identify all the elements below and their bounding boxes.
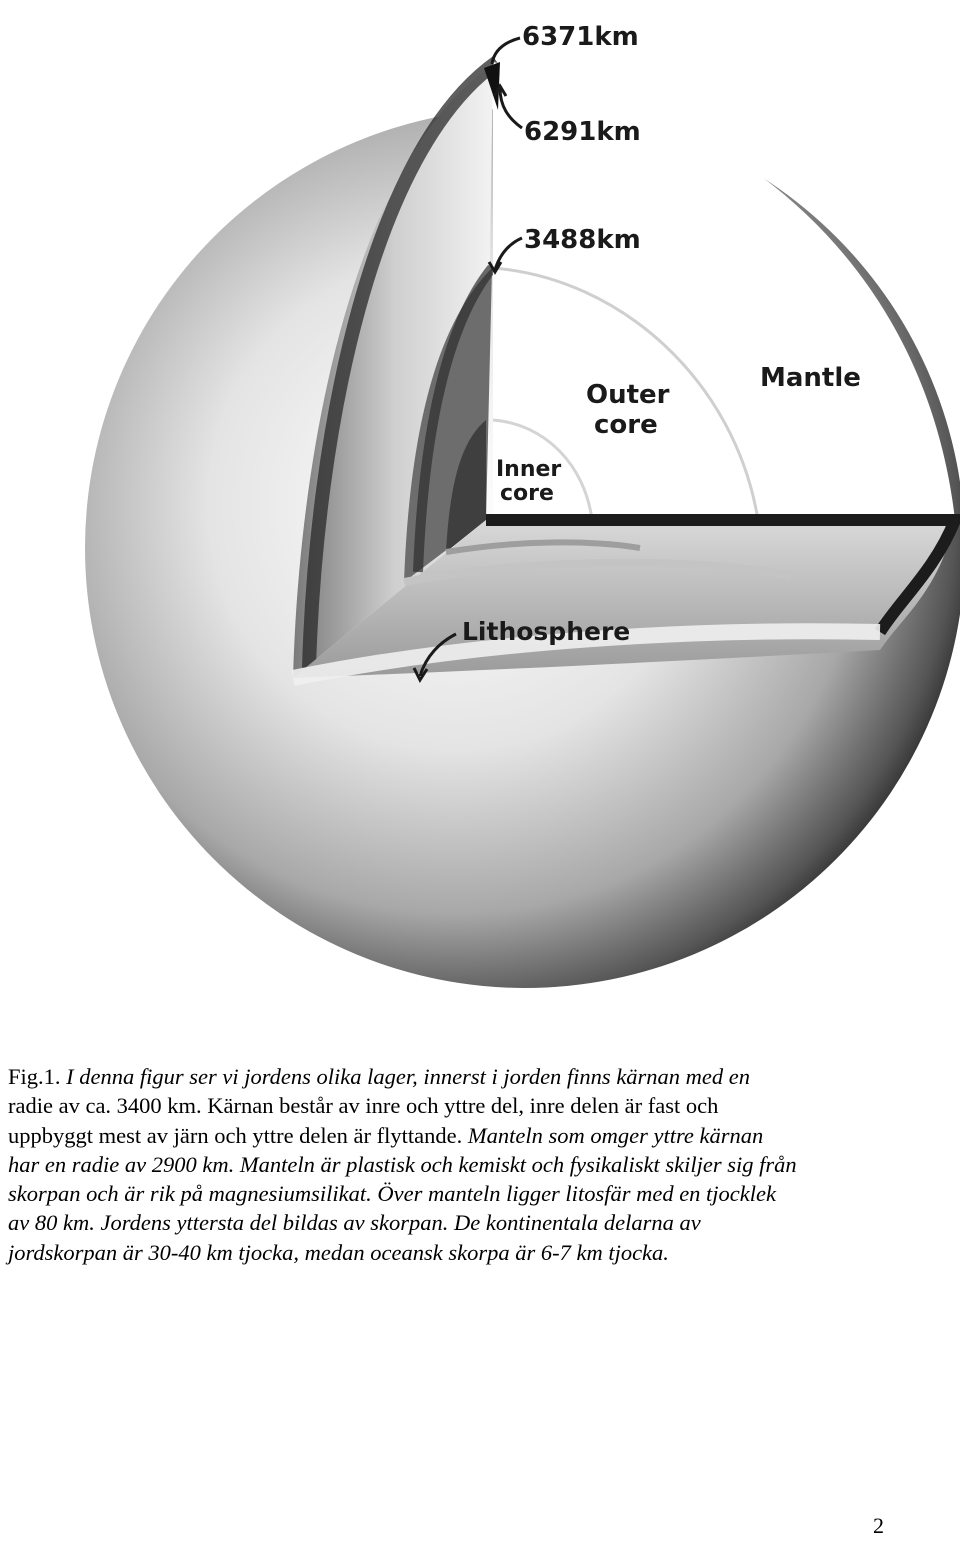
caption-line: Fig.1. I denna figur ser vi jordens olika lager, innerst i jorden finns kärnan med en [8, 1064, 751, 1089]
caption-line: skorpan och är rik på magnesiumsilikat. Över manteln ligger litosfär med en tjocklek [8, 1181, 776, 1207]
label-outer-core-2: core [594, 410, 658, 440]
caption-line: har en radie av 2900 km. Manteln är plastisk och kemiskt och fysikaliskt skiljer sig från [8, 1151, 797, 1177]
label-6291km: 6291km [524, 117, 641, 147]
label-inner-core-2: core [500, 481, 554, 506]
label-3488km: 3488km [524, 225, 641, 255]
caption-line: jordskorpan är 30-40 km tjocka, medan oceansk skorpa är 6-7 km tjocka. [8, 1239, 669, 1265]
page-number: 2 [873, 1513, 884, 1538]
figure-caption [8, 1062, 948, 1267]
label-mantle: Mantle [760, 363, 861, 393]
label-lithosphere: Lithosphere [462, 617, 631, 646]
label-6371km: 6371km [522, 22, 639, 52]
caption-line: av 80 km. Jordens yttersta del bildas av skorpan. De kontinentala delarna av [8, 1210, 701, 1236]
caption-line: uppbyggt mest av järn och yttre delen är flyttande. Manteln som omger yttre kärnan [8, 1122, 764, 1148]
arrow-6371 [492, 38, 520, 64]
label-outer-core-1: Outer [586, 380, 670, 410]
caption-line: radie av ca. 3400 km. Kärnan består av inre och yttre del, inre delen är fast och [8, 1093, 719, 1119]
label-inner-core-1: Inner [496, 457, 562, 482]
